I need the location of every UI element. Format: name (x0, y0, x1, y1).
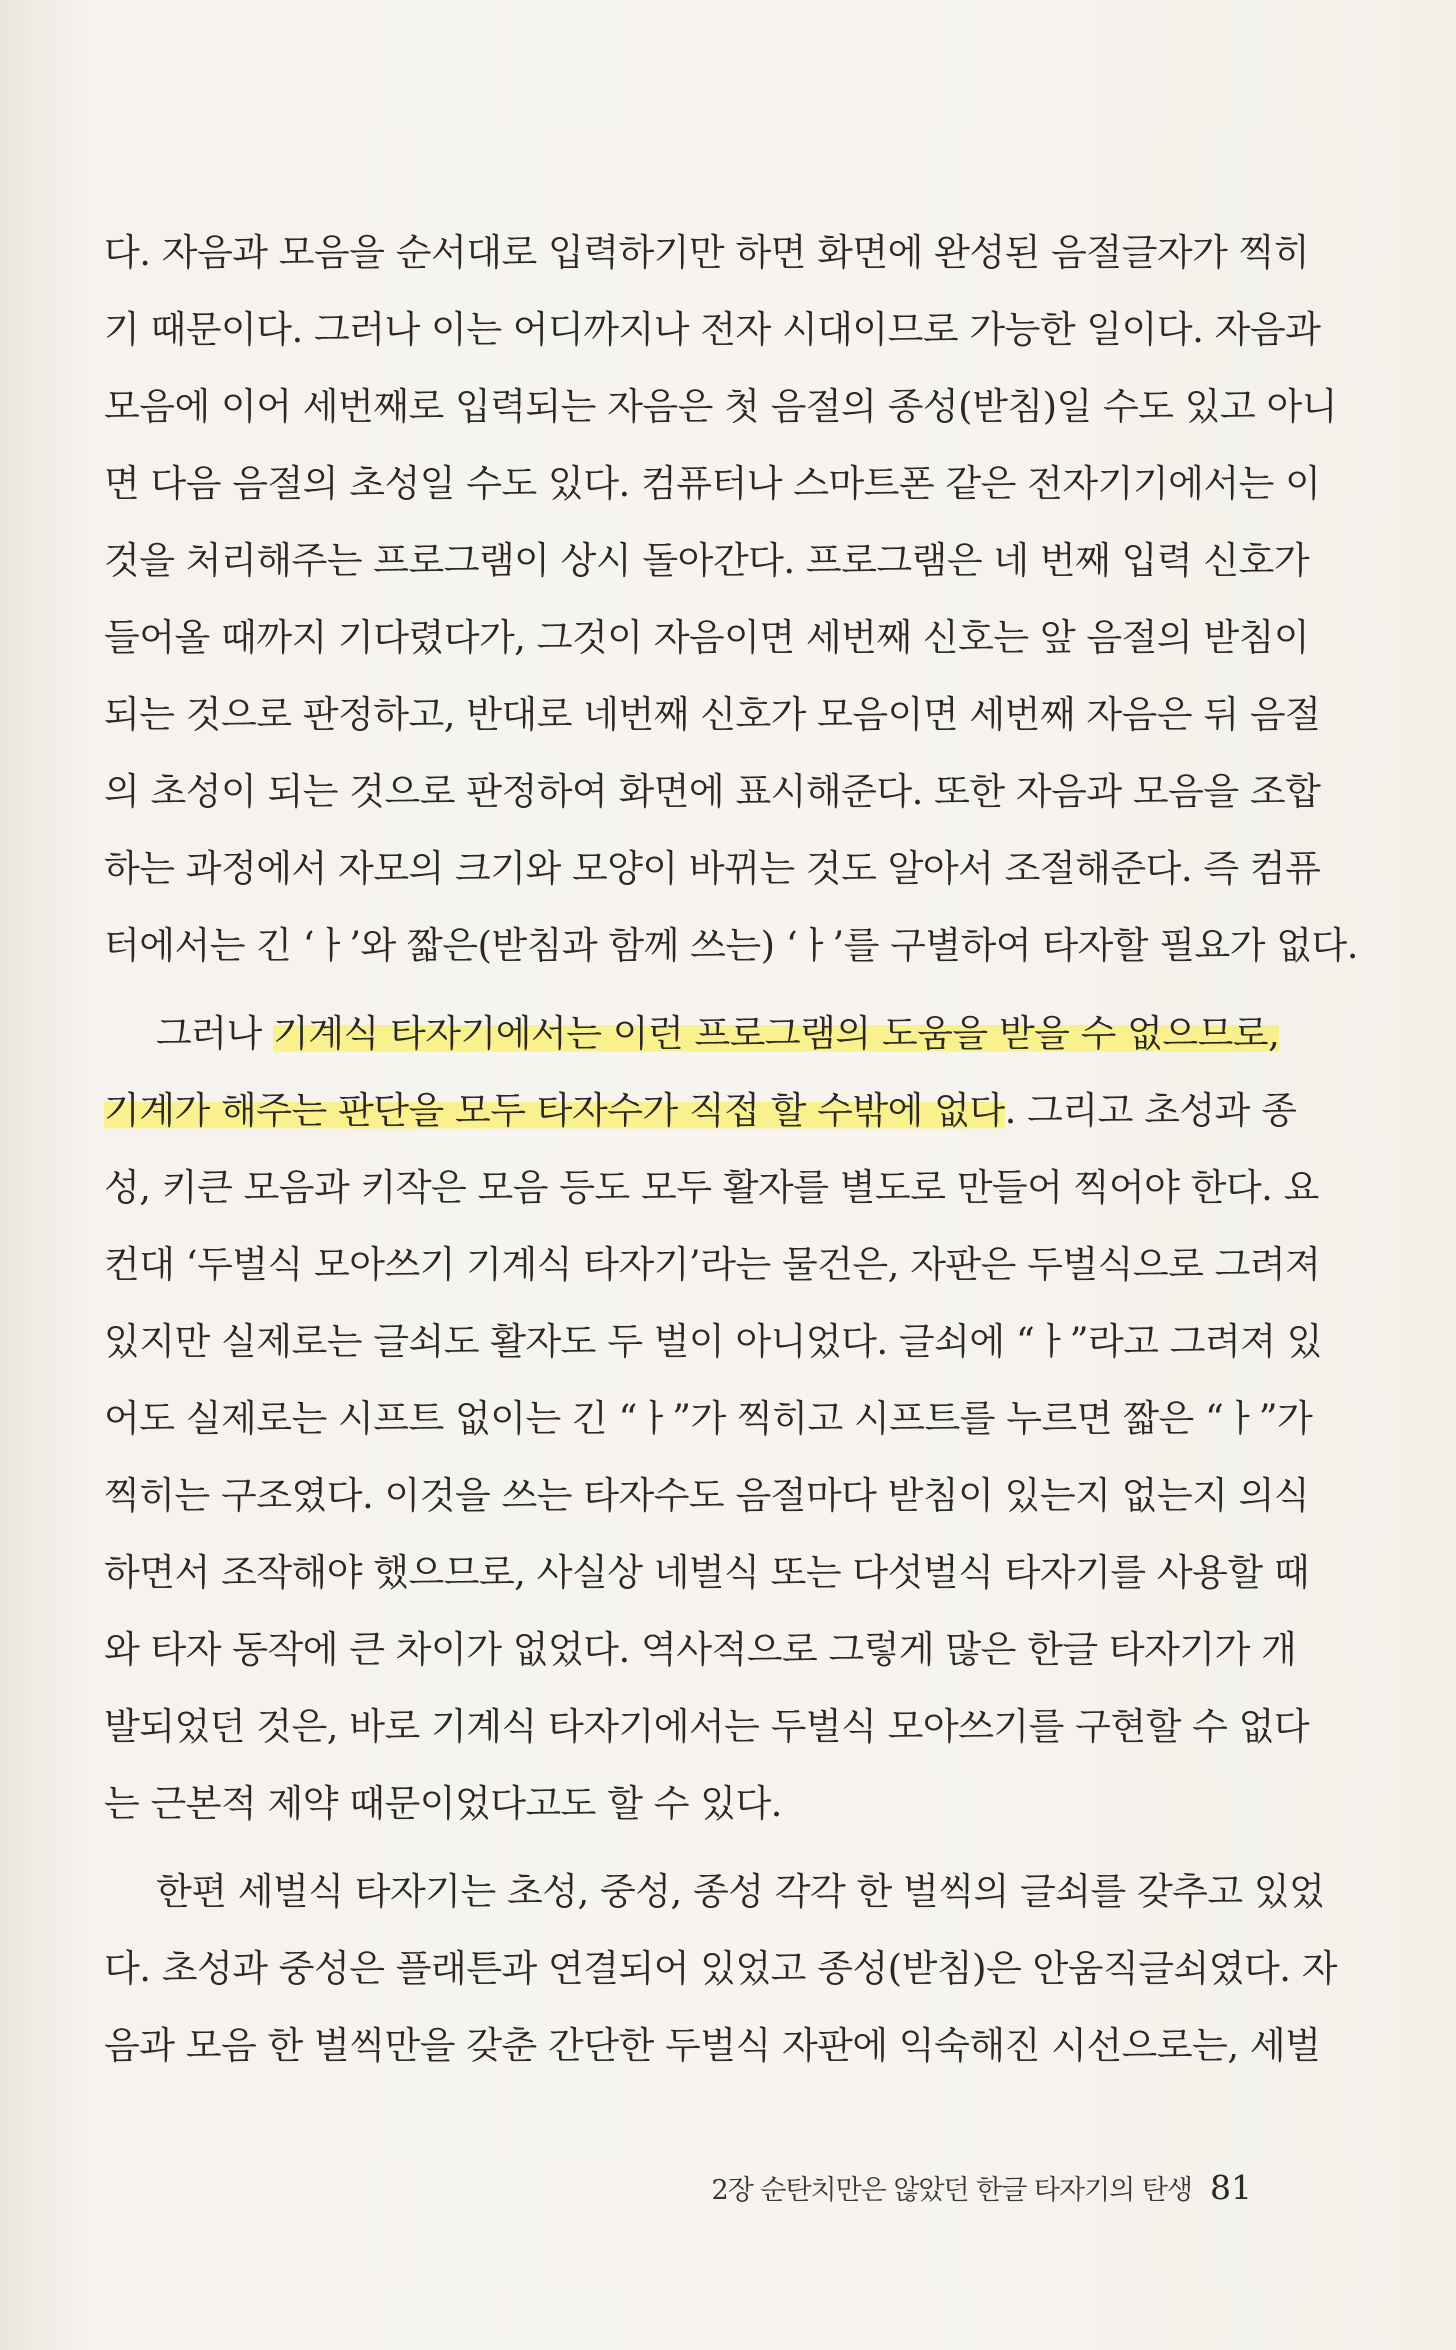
text-line (104, 1765, 1252, 1842)
text-segment: 찍히는 구조였다. 이것을 쓰는 타자수도 음절마다 받침이 있는지 없는지 의식 (104, 1474, 1310, 1517)
text-segment: 한편 세벌식 타자기는 초성, 중성, 종성 각각 한 벌씩의 글쇠를 갖추고 있었 (156, 1870, 1325, 1913)
text-line (104, 676, 1321, 753)
text-segment: 하면서 조작해야 했으므로, 사실상 네벌식 또는 다섯벌식 타자기를 사용할 때 (104, 1551, 1310, 1594)
text-line (104, 1149, 1319, 1226)
text-segment: . 그리고 초성과 종 (1004, 1089, 1297, 1132)
text-line (104, 1611, 1297, 1688)
text-segment: 하는 과정에서 자모의 크기와 모양이 바뀌는 것도 알아서 조절해준다. 즉 컴퓨 (104, 847, 1321, 890)
text-line (104, 1226, 1321, 1303)
text-line (104, 522, 1310, 599)
text-segment: 음과 모음 한 벌씩만을 갖춘 간단한 두벌식 자판에 익숙해진 시선으로는, 세벌 (104, 2024, 1321, 2067)
text-segment: 있지만 실제로는 글쇠도 활자도 두 벌이 아니었다. 글쇠에 “ㅏ”라고 그려져 있 (104, 1320, 1322, 1363)
text-segment: 것을 처리해주는 프로그램이 상시 돌아간다. 프로그램은 네 번째 입력 신호가 (104, 539, 1310, 582)
body-text (104, 214, 1359, 2084)
text-segment: 의 초성이 되는 것으로 판정하여 화면에 표시해준다. 또한 자음과 모음을 조합 (104, 770, 1321, 813)
text-segment: 는 근본적 제약 때문이었다고도 할 수 있다. (104, 1782, 782, 1825)
page-footer (104, 2168, 1252, 2212)
paragraph (104, 214, 1359, 984)
text-line (104, 1930, 1337, 2007)
text-line (104, 1072, 1297, 1149)
paragraph (104, 1853, 1337, 2084)
text-line (104, 1534, 1310, 1611)
text-segment: 터에서는 긴 ‘ㅏ’와 짧은(받침과 함께 쓰는) ‘ㅏ’를 구별하여 타자할 필요가 없다. (104, 924, 1359, 967)
running-title: 2장 순탄치만은 않았던 한글 타자기의 탄생 (711, 2175, 1192, 2206)
text-line (104, 995, 1280, 1072)
text-line (104, 907, 1359, 984)
text-segment: 되는 것으로 판정하고, 반대로 네번째 신호가 모음이면 세번째 자음은 뒤 음절 (104, 693, 1321, 736)
page-number: 81 (1210, 2168, 1252, 2207)
text-line (104, 1457, 1310, 1534)
text-line (104, 1380, 1313, 1457)
text-line (104, 599, 1310, 676)
text-segment: 컨대 ‘두벌식 모아쓰기 기계식 타자기’라는 물건은, 자판은 두벌식으로 그려져 (104, 1243, 1321, 1286)
text-segment: 그러나 (156, 1012, 273, 1055)
text-segment: 다. 초성과 중성은 플래튼과 연결되어 있었고 종성(받침)은 안움직글쇠였다. 자 (104, 1947, 1337, 1990)
text-line (104, 445, 1321, 522)
highlighted-text: 기계가 해주는 판단을 모두 타자수가 직접 할 수밖에 없다 (104, 1089, 1005, 1132)
paragraph (104, 995, 1322, 1842)
text-segment: 와 타자 동작에 큰 차이가 없었다. 역사적으로 그렇게 많은 한글 타자기가 개 (104, 1628, 1297, 1671)
text-segment: 다. 자음과 모음을 순서대로 입력하기만 하면 화면에 완성된 음절글자가 찍히 (104, 231, 1310, 274)
text-line (104, 830, 1321, 907)
text-line (104, 2007, 1321, 2084)
text-line (104, 1303, 1322, 1380)
text-line (104, 1853, 1325, 1930)
text-line (104, 214, 1310, 291)
text-segment: 들어올 때까지 기다렸다가, 그것이 자음이면 세번째 신호는 앞 음절의 받침이 (104, 616, 1310, 659)
text-segment: 면 다음 음절의 초성일 수도 있다. 컴퓨터나 스마트폰 같은 전자기기에서는 이 (104, 462, 1321, 505)
text-segment: 기 때문이다. 그러나 이는 어디까지나 전자 시대이므로 가능한 일이다. 자음과 (104, 308, 1321, 351)
text-segment: 성, 키큰 모음과 키작은 모음 등도 모두 활자를 별도로 만들어 찍어야 한다. 요 (104, 1166, 1319, 1209)
text-line (104, 753, 1321, 830)
highlighted-text: 기계식 타자기에서는 이런 프로그램의 도움을 받을 수 없으므로, (273, 1012, 1280, 1055)
text-line (104, 1688, 1310, 1765)
text-line (104, 368, 1337, 445)
text-line (104, 291, 1321, 368)
text-segment: 발되었던 것은, 바로 기계식 타자기에서는 두벌식 모아쓰기를 구현할 수 없다 (104, 1705, 1310, 1748)
text-segment: 모음에 이어 세번째로 입력되는 자음은 첫 음절의 종성(받침)일 수도 있고 아니 (104, 385, 1337, 428)
text-segment: 어도 실제로는 시프트 없이는 긴 “ㅏ”가 찍히고 시프트를 누르면 짧은 “ㅏ”가 (104, 1397, 1313, 1440)
